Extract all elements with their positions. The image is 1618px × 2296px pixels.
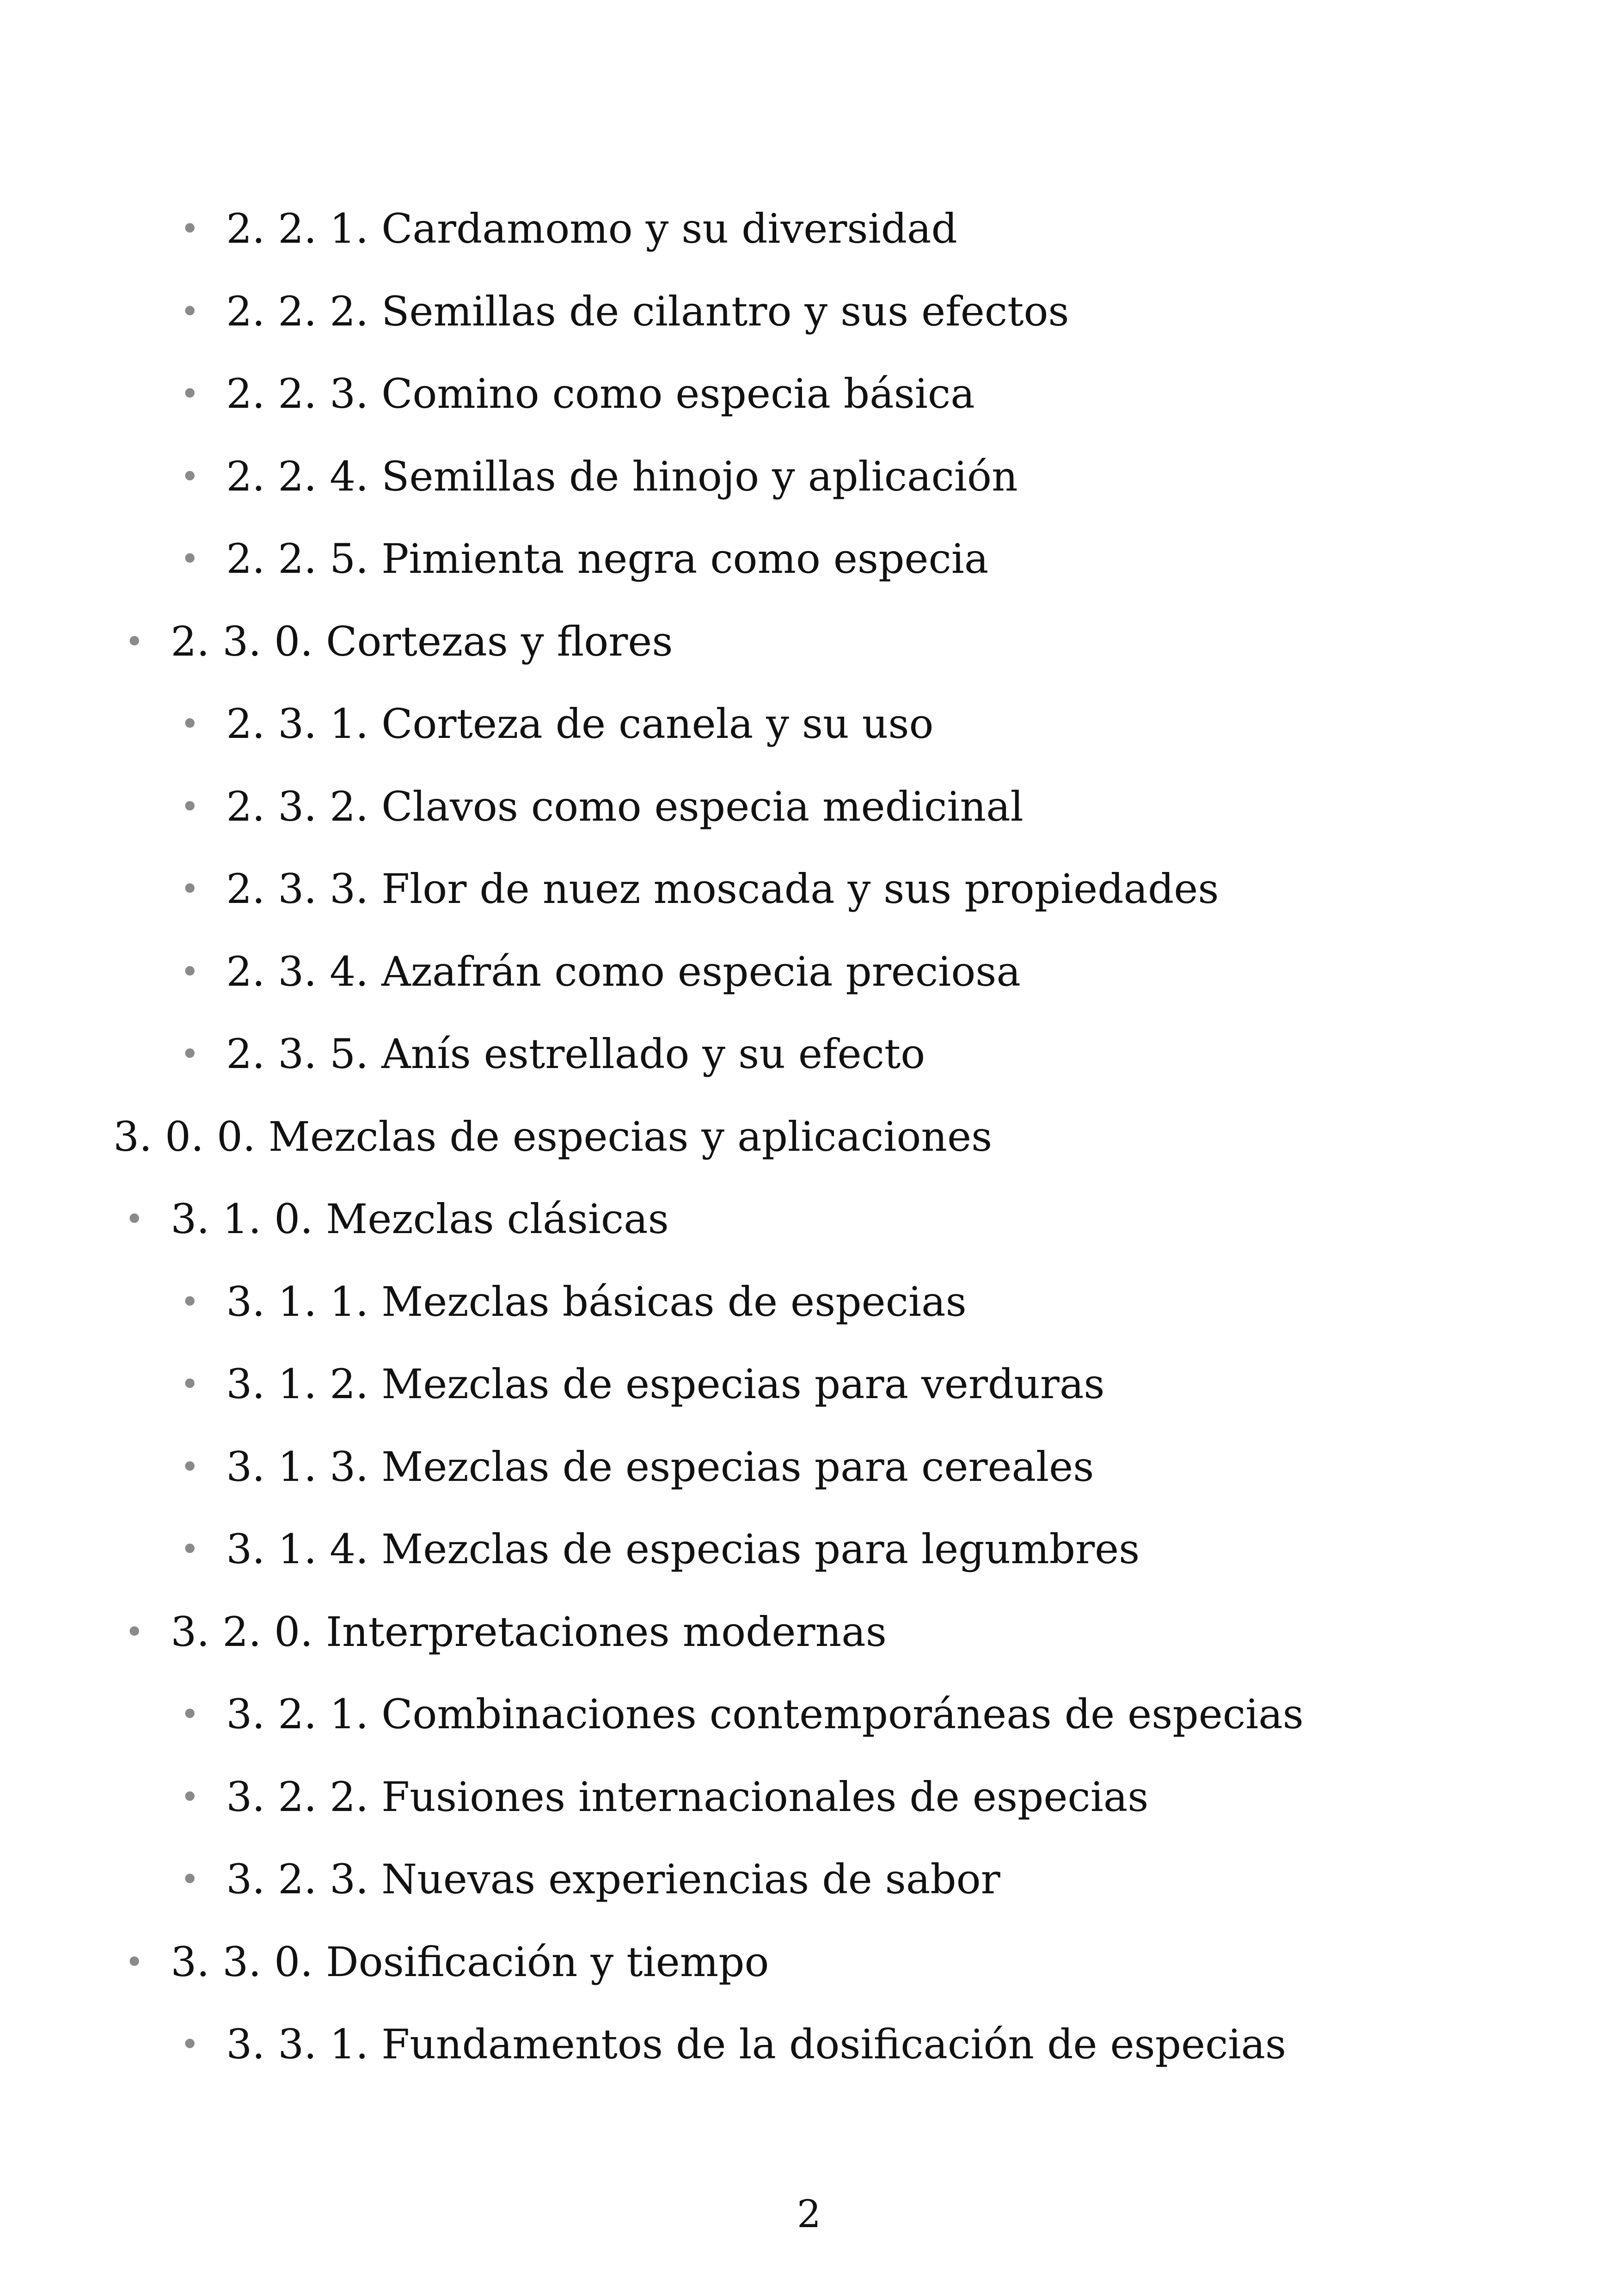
bullet-dot-icon: • [180,788,200,826]
toc-entry-label: 2. 2. 4. Semillas de hinojo y aplicación [226,453,1018,500]
toc-entry [180,1359,1105,1410]
bullet-dot-icon: • [180,1035,200,1073]
toc-entry [180,368,975,419]
bullet-dot-icon: • [125,1943,144,1981]
bullet-dot-icon: • [125,1200,144,1238]
toc-entry-label: 2. 3. 0. Cortezas y flores [171,618,673,665]
toc-entry [180,286,1069,337]
page-number: 2 [797,2192,821,2236]
toc-entry [180,1029,925,1080]
bullet-dot-icon: • [180,1283,200,1321]
toc-entry [125,1607,887,1658]
toc-entry [180,1689,1304,1740]
toc-entry-label: 3. 2. 3. Nuevas experiencias de sabor [226,1855,1000,1903]
toc-entry-label: 2. 2. 5. Pimienta negra como especia [226,535,989,583]
toc-entry-label: 3. 1. 2. Mezclas de especias para verduras [226,1360,1105,1408]
toc-entry-label: 2. 2. 2. Semillas de cilantro y sus efectos [226,288,1069,335]
toc-entry-label: 3. 1. 3. Mezclas de especias para cereales [226,1443,1094,1491]
toc-entry-label: 2. 3. 5. Anís estrellado y su efecto [226,1030,925,1078]
bullet-dot-icon: • [180,1778,200,1816]
toc-entry [180,1524,1140,1575]
bullet-dot-icon: • [180,1530,200,1568]
toc-entry [180,2019,1286,2070]
toc-entry-label: 3. 2. 1. Combinaciones contemporáneas de especias [226,1690,1304,1738]
bullet-dot-icon: • [125,1613,144,1651]
toc-entry-label: 3. 0. 0. Mezclas de especias y aplicaciones [113,1113,993,1160]
toc-entry-label: 3. 1. 0. Mezclas clásicas [171,1195,669,1243]
bullet-dot-icon: • [180,1860,200,1898]
bullet-dot-icon: • [125,623,144,661]
toc-entry [180,699,934,749]
bullet-dot-icon: • [180,705,200,743]
bullet-dot-icon: • [180,953,200,991]
toc-entry [180,1854,1000,1905]
bullet-dot-icon: • [180,2026,200,2063]
toc-entry [180,864,1219,915]
bullet-dot-icon: • [180,458,200,496]
toc-entry [180,1277,967,1327]
toc-entry [180,203,957,254]
bullet-dot-icon: • [180,1695,200,1733]
toc-entry-label: 3. 2. 0. Interpretaciones modernas [171,1608,887,1656]
toc-entry-label: 3. 1. 4. Mezclas de especias para legumbres [226,1525,1140,1573]
toc-entry [180,781,1024,832]
bullet-dot-icon: • [180,870,200,908]
toc-entry-label: 3. 3. 1. Fundamentos de la dosificación de especias [226,2020,1287,2068]
toc-entry-label: 2. 3. 4. Azafrán como especia preciosa [226,948,1021,995]
toc-entry-label: 3. 2. 2. Fusiones internacionales de especias [226,1773,1149,1821]
toc-entry [180,534,988,584]
toc-entry [180,1442,1094,1492]
toc-entry [125,616,673,667]
toc-entry [180,1772,1148,1823]
bullet-dot-icon: • [180,293,200,331]
toc-entry-label: 3. 1. 1. Mezclas básicas de especias [226,1278,967,1326]
bullet-dot-icon: • [180,210,200,248]
toc-entry [180,946,1021,997]
toc-entry [125,1937,769,1988]
bullet-dot-icon: • [180,540,200,578]
toc-entry [113,1111,992,1162]
toc-entry [125,1194,669,1245]
toc-entry-label: 2. 2. 1. Cardamomo y su diversidad [226,205,957,252]
toc-entry [180,451,1018,502]
bullet-dot-icon: • [180,375,200,413]
toc-entry-label: 2. 2. 3. Comino como especia básica [226,370,975,417]
bullet-dot-icon: • [180,1365,200,1403]
toc-entry-label: 2. 3. 3. Flor de nuez moscada y sus propiedades [226,865,1219,913]
toc-entry-label: 2. 3. 2. Clavos como especia medicinal [226,783,1024,830]
toc-entry-label: 3. 3. 0. Dosificación y tiempo [171,1938,769,1986]
bullet-dot-icon: • [180,1448,200,1486]
toc-entry-label: 2. 3. 1. Corteza de canela y su uso [226,700,934,748]
